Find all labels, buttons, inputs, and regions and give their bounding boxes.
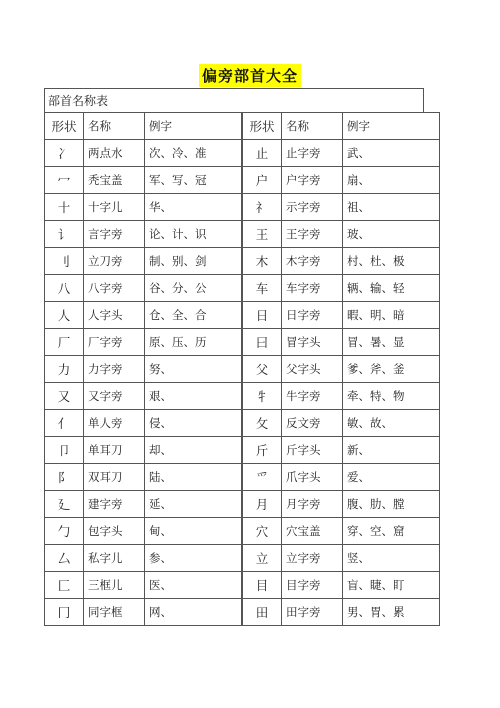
header-example-left: 例字	[145, 113, 243, 140]
page-title: 偏旁部首大全	[199, 64, 301, 87]
radical-example-cell: 华、	[145, 194, 243, 221]
radical-example-cell: 武、	[343, 140, 440, 167]
radical-form-cell: 木	[242, 248, 282, 275]
table-row	[45, 329, 440, 356]
radical-example-cell: 辆、输、轻	[343, 275, 440, 302]
header-name-left: 名称	[84, 113, 145, 140]
radical-form-cell: 日	[242, 302, 282, 329]
radical-name-cell: 目字旁	[282, 572, 343, 599]
radical-form-cell: 卩	[45, 437, 84, 464]
radical-example-cell: 艰、	[145, 383, 243, 410]
radical-example-cell: 网、	[145, 599, 243, 626]
radical-example-cell: 原、压、历	[145, 329, 243, 356]
radical-form-cell: 穴	[242, 518, 282, 545]
radical-example-cell: 祖、	[343, 194, 440, 221]
radical-example-cell: 敏、故、	[343, 410, 440, 437]
table-row	[45, 275, 440, 302]
radical-form-cell: 止	[242, 140, 282, 167]
radical-table	[44, 112, 440, 626]
radical-name-cell: 父字头	[282, 356, 343, 383]
radical-name-cell: 厂字旁	[84, 329, 145, 356]
radical-form-cell: 曰	[242, 329, 282, 356]
radical-form-cell: 户	[242, 167, 282, 194]
table-row	[45, 221, 440, 248]
radical-form-cell: 目	[242, 572, 282, 599]
table-row	[45, 437, 440, 464]
radical-example-cell: 竖、	[343, 545, 440, 572]
radical-form-cell: 斤	[242, 437, 282, 464]
table-row	[45, 518, 440, 545]
radical-name-cell: 包字头	[84, 518, 145, 545]
radical-name-cell: 牛字旁	[282, 383, 343, 410]
radical-name-cell: 反文旁	[282, 410, 343, 437]
table-row	[45, 545, 440, 572]
radical-example-cell: 却、	[145, 437, 243, 464]
radical-example-cell: 军、写、冠	[145, 167, 243, 194]
radical-form-cell: 王	[242, 221, 282, 248]
radical-example-cell: 医、	[145, 572, 243, 599]
radical-example-cell: 新、	[343, 437, 440, 464]
radical-form-cell: 冂	[45, 599, 84, 626]
radical-example-cell: 甸、	[145, 518, 243, 545]
table-row	[45, 464, 440, 491]
header-name-right: 名称	[282, 113, 343, 140]
radical-name-cell: 言字旁	[84, 221, 145, 248]
table-row	[45, 599, 440, 626]
radical-form-cell: 人	[45, 302, 84, 329]
radical-name-cell: 建字旁	[84, 491, 145, 518]
radical-name-cell: 爪字头	[282, 464, 343, 491]
radical-name-cell: 私字儿	[84, 545, 145, 572]
radical-example-cell: 玻、	[343, 221, 440, 248]
radical-example-cell: 侵、	[145, 410, 243, 437]
radical-name-cell: 田字旁	[282, 599, 343, 626]
radical-form-cell: 牜	[242, 383, 282, 410]
table-row	[45, 302, 440, 329]
radical-form-cell: 讠	[45, 221, 84, 248]
radical-form-cell: 勹	[45, 518, 84, 545]
radical-form-cell: 廴	[45, 491, 84, 518]
radical-example-cell: 男、胃、累	[343, 599, 440, 626]
radical-name-cell: 又字旁	[84, 383, 145, 410]
radical-form-cell: 立	[242, 545, 282, 572]
radical-form-cell: 十	[45, 194, 84, 221]
radical-example-cell: 盲、睫、盯	[343, 572, 440, 599]
radical-example-cell: 冒、暑、显	[343, 329, 440, 356]
radical-form-cell: 月	[242, 491, 282, 518]
title-wrap	[0, 64, 500, 87]
radical-form-cell: 车	[242, 275, 282, 302]
radical-name-cell: 三框儿	[84, 572, 145, 599]
radical-form-cell: 父	[242, 356, 282, 383]
header-example-right: 例字	[343, 113, 440, 140]
radical-name-cell: 户字旁	[282, 167, 343, 194]
radical-name-cell: 双耳刀	[84, 464, 145, 491]
table-caption: 部首名称表	[44, 88, 424, 112]
radical-name-cell: 力字旁	[84, 356, 145, 383]
radical-name-cell: 秃宝盖	[84, 167, 145, 194]
radical-form-cell: 冫	[45, 140, 84, 167]
radical-name-cell: 车字旁	[282, 275, 343, 302]
radical-name-cell: 单人旁	[84, 410, 145, 437]
table-body	[45, 140, 440, 626]
table-row	[45, 356, 440, 383]
header-form-left: 形状	[45, 113, 84, 140]
table-row	[45, 491, 440, 518]
radical-form-cell: 匚	[45, 572, 84, 599]
radical-example-cell: 爱、	[343, 464, 440, 491]
radical-name-cell: 立刀旁	[84, 248, 145, 275]
radical-name-cell: 月字旁	[282, 491, 343, 518]
radical-example-cell: 陆、	[145, 464, 243, 491]
radical-example-cell: 参、	[145, 545, 243, 572]
radical-example-cell: 爹、斧、釜	[343, 356, 440, 383]
radical-name-cell: 同字框	[84, 599, 145, 626]
radical-name-cell: 王字旁	[282, 221, 343, 248]
radical-name-cell: 穴宝盖	[282, 518, 343, 545]
radical-name-cell: 两点水	[84, 140, 145, 167]
radical-name-cell: 人字头	[84, 302, 145, 329]
radical-form-cell: 阝	[45, 464, 84, 491]
radical-example-cell: 暇、明、暗	[343, 302, 440, 329]
table-row	[45, 383, 440, 410]
radical-form-cell: 力	[45, 356, 84, 383]
radical-sheet	[44, 88, 424, 626]
radical-name-cell: 斤字头	[282, 437, 343, 464]
radical-example-cell: 村、杜、极	[343, 248, 440, 275]
radical-name-cell: 日字旁	[282, 302, 343, 329]
table-row	[45, 572, 440, 599]
radical-example-cell: 扇、	[343, 167, 440, 194]
table-row	[45, 410, 440, 437]
radical-form-cell: 厶	[45, 545, 84, 572]
radical-example-cell: 次、冷、准	[145, 140, 243, 167]
radical-form-cell: 又	[45, 383, 84, 410]
radical-name-cell: 冒字头	[282, 329, 343, 356]
radical-form-cell: 攵	[242, 410, 282, 437]
radical-name-cell: 止字旁	[282, 140, 343, 167]
radical-example-cell: 腹、肋、膛	[343, 491, 440, 518]
table-row	[45, 248, 440, 275]
radical-form-cell: 冖	[45, 167, 84, 194]
radical-name-cell: 立字旁	[282, 545, 343, 572]
table-row	[45, 167, 440, 194]
table-row	[45, 194, 440, 221]
radical-example-cell: 论、计、识	[145, 221, 243, 248]
radical-form-cell: 礻	[242, 194, 282, 221]
radical-form-cell: 厂	[45, 329, 84, 356]
radical-name-cell: 木字旁	[282, 248, 343, 275]
header-form-right: 形状	[242, 113, 282, 140]
radical-example-cell: 制、别、剑	[145, 248, 243, 275]
radical-name-cell: 八字旁	[84, 275, 145, 302]
radical-name-cell: 十字儿	[84, 194, 145, 221]
radical-form-cell: 八	[45, 275, 84, 302]
radical-form-cell: 爫	[242, 464, 282, 491]
radical-name-cell: 示字旁	[282, 194, 343, 221]
radical-form-cell: 刂	[45, 248, 84, 275]
radical-form-cell: 田	[242, 599, 282, 626]
radical-form-cell: 亻	[45, 410, 84, 437]
table-row	[45, 140, 440, 167]
radical-example-cell: 努、	[145, 356, 243, 383]
header-row	[45, 113, 440, 140]
radical-example-cell: 延、	[145, 491, 243, 518]
radical-example-cell: 谷、分、公	[145, 275, 243, 302]
radical-name-cell: 单耳刀	[84, 437, 145, 464]
radical-example-cell: 牵、特、物	[343, 383, 440, 410]
radical-example-cell: 穿、空、窟	[343, 518, 440, 545]
radical-example-cell: 仓、全、合	[145, 302, 243, 329]
